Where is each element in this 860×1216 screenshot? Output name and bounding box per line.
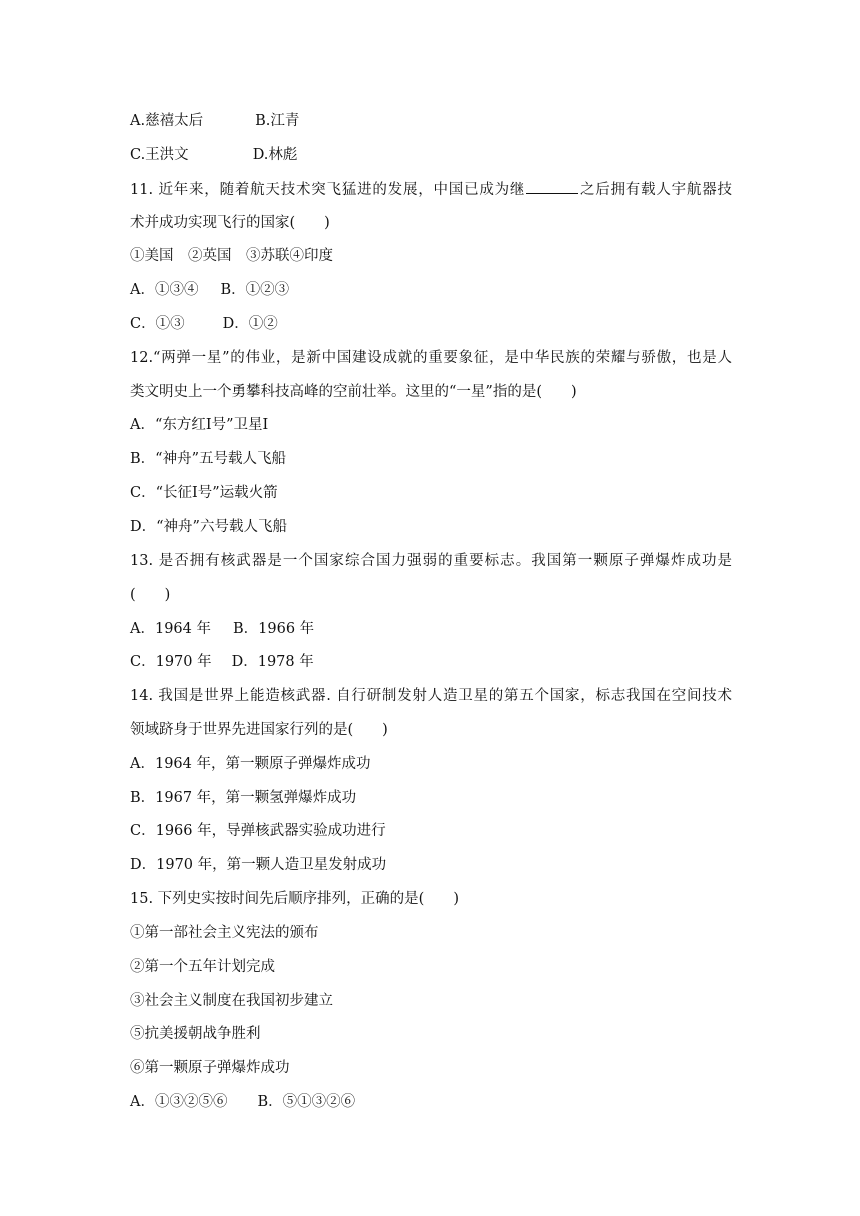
q10-option-d: D.林彪 [252, 147, 298, 163]
q15-option-a: A．①③②⑤⑥ [130, 1094, 228, 1110]
q11-option-a: A．①③④ [130, 282, 199, 298]
q14-stem-line-1: 14. 我国是世界上能造核武器. 自行研制发射人造卫星的第五个国家，标志我国在空间技术 [130, 688, 732, 704]
q12-option-c: C．“长征Ⅰ号”运载火箭 [130, 485, 278, 501]
q13-options-row-1 [130, 619, 314, 639]
q12-stem-line-1: 12.“两弹一星”的伟业，是新中国建设成就的重要象征，是中华民族的荣耀与骄傲，也是人 [130, 350, 732, 366]
q11-option-c: C．①③ [130, 316, 185, 332]
q14-option-b: B．1967 年，第一颗氢弹爆炸成功 [130, 790, 357, 806]
q11-items: ①美国 ②英国 ③苏联④印度 [130, 248, 333, 264]
q11-answer-blank [526, 179, 578, 194]
q10-option-b: B.江青 [255, 113, 300, 129]
q10-option-a: A.慈禧太后 [130, 113, 204, 129]
q13-option-b: B．1966 年 [232, 621, 315, 637]
q11-options-row-2 [130, 314, 278, 334]
q10-options-row-2 [130, 145, 297, 165]
q11-option-d: D．①② [222, 316, 278, 332]
q15-item-2: ②第一个五年计划完成 [130, 959, 275, 975]
q13-option-c: C．1970 年 [130, 654, 212, 670]
q12-option-a: A．“东方红Ⅰ号”卫星Ⅰ [130, 417, 269, 433]
q13-stem-line-1: 13. 是否拥有核武器是一个国家综合国力强弱的重要标志。我国第一颗原子弹爆炸成功是 [130, 553, 732, 569]
q10-options-row-1 [130, 111, 299, 131]
q14-option-a: A．1964 年，第一颗原子弹爆炸成功 [130, 756, 371, 772]
q11-stem-line-1 [130, 179, 732, 200]
q11-stem-line-2: 术并成功实现飞行的国家( ) [130, 215, 330, 231]
q15-options-row-1 [130, 1092, 355, 1112]
q13-stem-line-2: ( ) [130, 587, 171, 603]
q12-option-d: D．“神舟”六号载人飞船 [130, 519, 287, 535]
q11-stem-part-2: 之后拥有载人宇航器技 [579, 182, 732, 198]
q14-stem-line-2: 领域跻身于世界先进国家行列的是( ) [130, 722, 388, 738]
q14-option-d: D．1970 年，第一颗人造卫星发射成功 [130, 857, 387, 873]
q13-option-a: A．1964 年 [130, 621, 211, 637]
q13-options-row-2 [130, 652, 314, 672]
q15-item-1: ①第一部社会主义宪法的颁布 [130, 925, 319, 941]
q11-option-b: B．①②③ [220, 282, 290, 298]
q13-option-d: D．1978 年 [231, 654, 314, 670]
q12-stem-line-2: 类文明史上一个勇攀科技高峰的空前壮举。这里的“一星”指的是( ) [130, 384, 577, 400]
q11-stem-part-1: 11. 近年来，随着航天技术突飞猛进的发展，中国已成为继 [130, 182, 526, 198]
q11-options-row-1 [130, 280, 289, 300]
q14-option-c: C．1966 年，导弹核武器实验成功进行 [130, 823, 386, 839]
q15-option-b: B．⑤①③②⑥ [257, 1094, 356, 1110]
q10-option-c: C.王洪文 [130, 147, 189, 163]
q15-item-5: ⑤抗美援朝战争胜利 [130, 1026, 261, 1042]
q12-option-b: B．“神舟”五号载人飞船 [130, 451, 286, 467]
q15-stem: 15. 下列史实按时间先后顺序排列，正确的是( ) [130, 891, 459, 907]
q15-item-6: ⑥第一颗原子弹爆炸成功 [130, 1060, 290, 1076]
q15-item-3: ③社会主义制度在我国初步建立 [130, 993, 333, 1009]
